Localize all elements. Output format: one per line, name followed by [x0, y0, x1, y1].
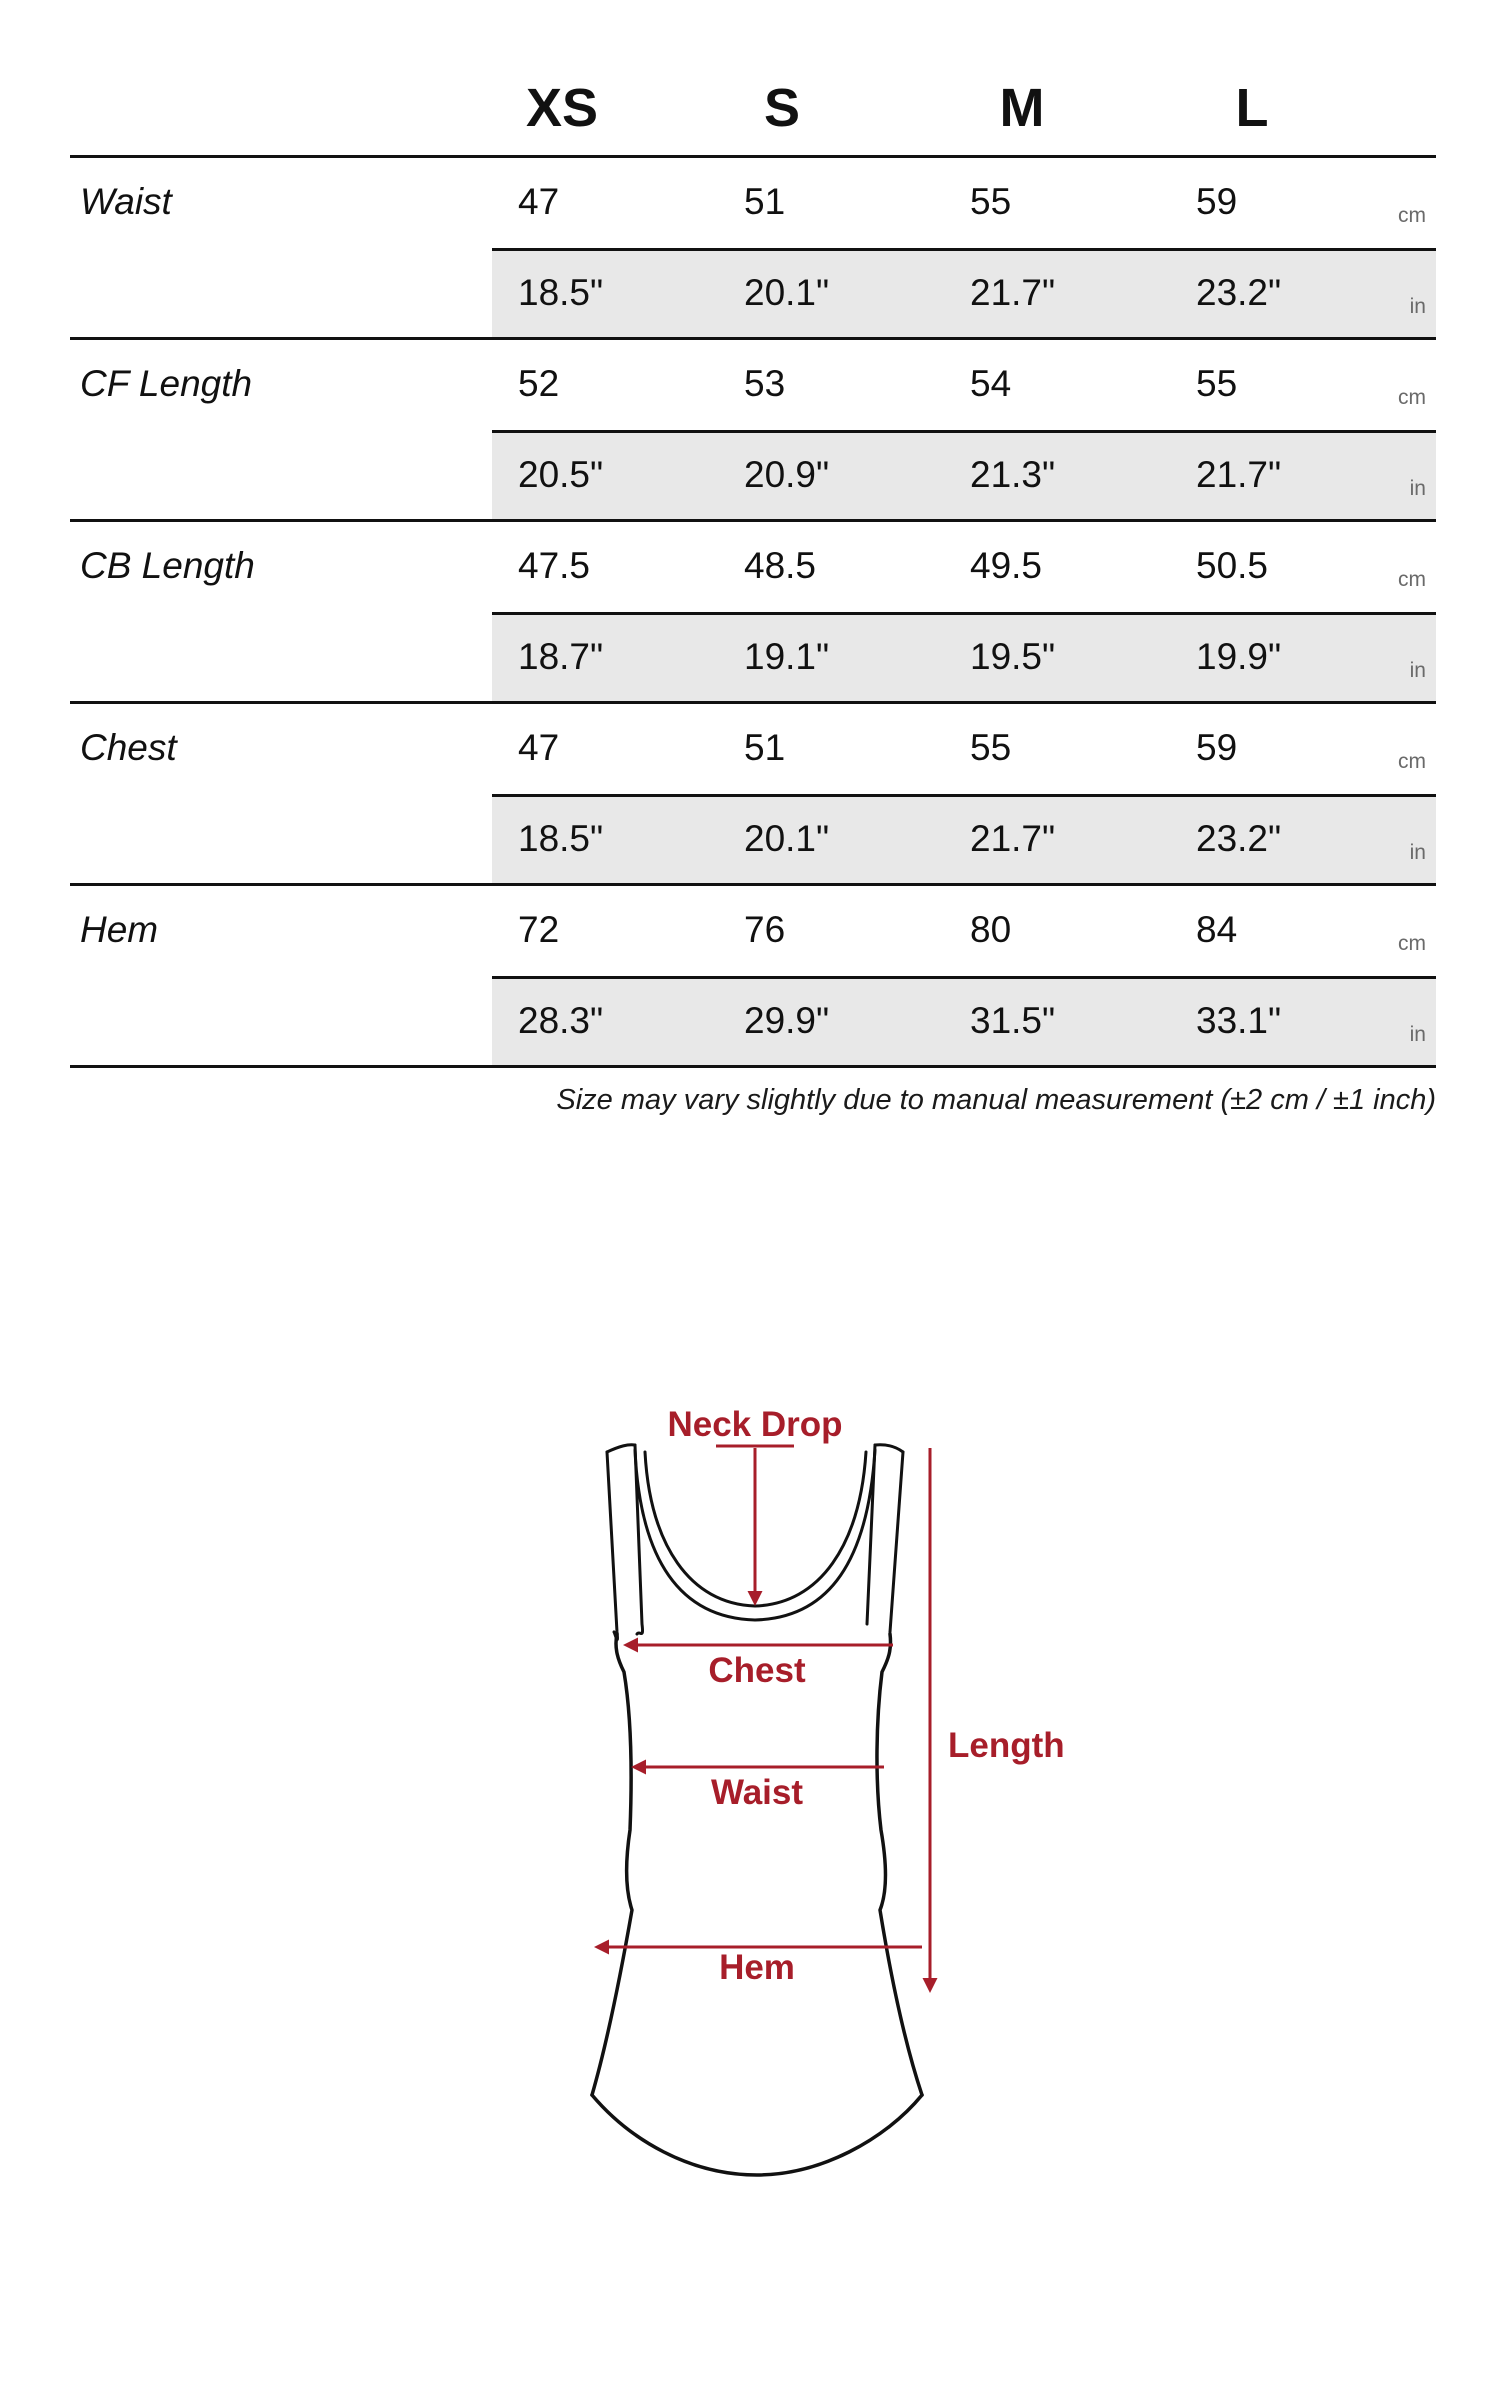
- chest-label: Chest: [708, 1651, 806, 1690]
- unit-tag-in: in: [1409, 659, 1426, 682]
- value-cell: 55: [970, 727, 1012, 768]
- unit-tag-in: in: [1409, 1023, 1426, 1046]
- value-cell: 52: [518, 363, 560, 404]
- size-header-l: L: [1235, 78, 1269, 138]
- value-cell: 80: [970, 909, 1012, 950]
- right-strap-edge: [875, 1445, 903, 1452]
- value-cell: 19.5": [970, 636, 1056, 677]
- value-cell: 20.9": [744, 454, 830, 495]
- value-cell: 21.7": [1196, 454, 1282, 495]
- length-label: Length: [948, 1726, 1065, 1765]
- value-cell: 55: [1196, 363, 1238, 404]
- left-side: [592, 1634, 632, 2095]
- value-cell: 29.9": [744, 1000, 830, 1041]
- unit-tag-cm: cm: [1398, 204, 1426, 227]
- hem-label: Hem: [719, 1948, 795, 1987]
- value-cell: 72: [518, 909, 560, 950]
- value-cell: 18.5": [518, 272, 604, 313]
- value-cell: 19.1": [744, 636, 830, 677]
- value-cell: 23.2": [1196, 818, 1282, 859]
- value-cell: 55: [970, 181, 1012, 222]
- value-cell: 20.5": [518, 454, 604, 495]
- value-cell: 49.5: [970, 545, 1043, 586]
- value-cell: 21.3": [970, 454, 1056, 495]
- unit-tag-cm: cm: [1398, 568, 1426, 591]
- hem-curve: [592, 2095, 922, 2175]
- value-cell: 48.5: [744, 545, 817, 586]
- waist-label: Waist: [710, 1773, 804, 1812]
- value-cell: 28.3": [518, 1000, 604, 1041]
- value-cell: 59: [1196, 727, 1238, 768]
- neck-drop-label: Neck Drop: [667, 1405, 843, 1444]
- value-cell: 84: [1196, 909, 1238, 950]
- unit-tag-in: in: [1409, 477, 1426, 500]
- unit-tag-cm: cm: [1398, 932, 1426, 955]
- size-header-s: S: [763, 78, 801, 138]
- value-cell: 47.5: [518, 545, 591, 586]
- value-cell: 33.1": [1196, 1000, 1282, 1041]
- value-cell: 53: [744, 363, 786, 404]
- value-cell: 50.5: [1196, 545, 1269, 586]
- size-header-m: M: [999, 78, 1045, 138]
- measure-label: CF Length: [80, 363, 253, 404]
- measure-label: CB Length: [80, 545, 255, 586]
- unit-tag-cm: cm: [1398, 386, 1426, 409]
- value-cell: 59: [1196, 181, 1238, 222]
- measurement-disclaimer: Size may vary slightly due to manual measurement (±2 cm / ±1 inch): [556, 1084, 1436, 1116]
- unit-tag-in: in: [1409, 295, 1426, 318]
- value-cell: 47: [518, 727, 560, 768]
- unit-tag-in: in: [1409, 841, 1426, 864]
- right-side: [877, 1634, 922, 2095]
- value-cell: 18.5": [518, 818, 604, 859]
- value-cell: 23.2": [1196, 272, 1282, 313]
- value-cell: 47: [518, 181, 560, 222]
- left-strap-edge: [607, 1445, 635, 1452]
- value-cell: 54: [970, 363, 1012, 404]
- value-cell: 21.7": [970, 818, 1056, 859]
- value-cell: 51: [744, 727, 786, 768]
- size-header-xs: XS: [525, 78, 599, 138]
- measure-label: Chest: [80, 727, 177, 768]
- value-cell: 51: [744, 181, 786, 222]
- value-cell: 31.5": [970, 1000, 1056, 1041]
- value-cell: 18.7": [518, 636, 604, 677]
- value-cell: 20.1": [744, 272, 830, 313]
- measure-label: Hem: [80, 909, 159, 950]
- value-cell: 76: [744, 909, 786, 950]
- value-cell: 20.1": [744, 818, 830, 859]
- value-cell: 21.7": [970, 272, 1056, 313]
- value-cell: 19.9": [1196, 636, 1282, 677]
- measure-label: Waist: [80, 181, 172, 222]
- unit-tag-cm: cm: [1398, 750, 1426, 773]
